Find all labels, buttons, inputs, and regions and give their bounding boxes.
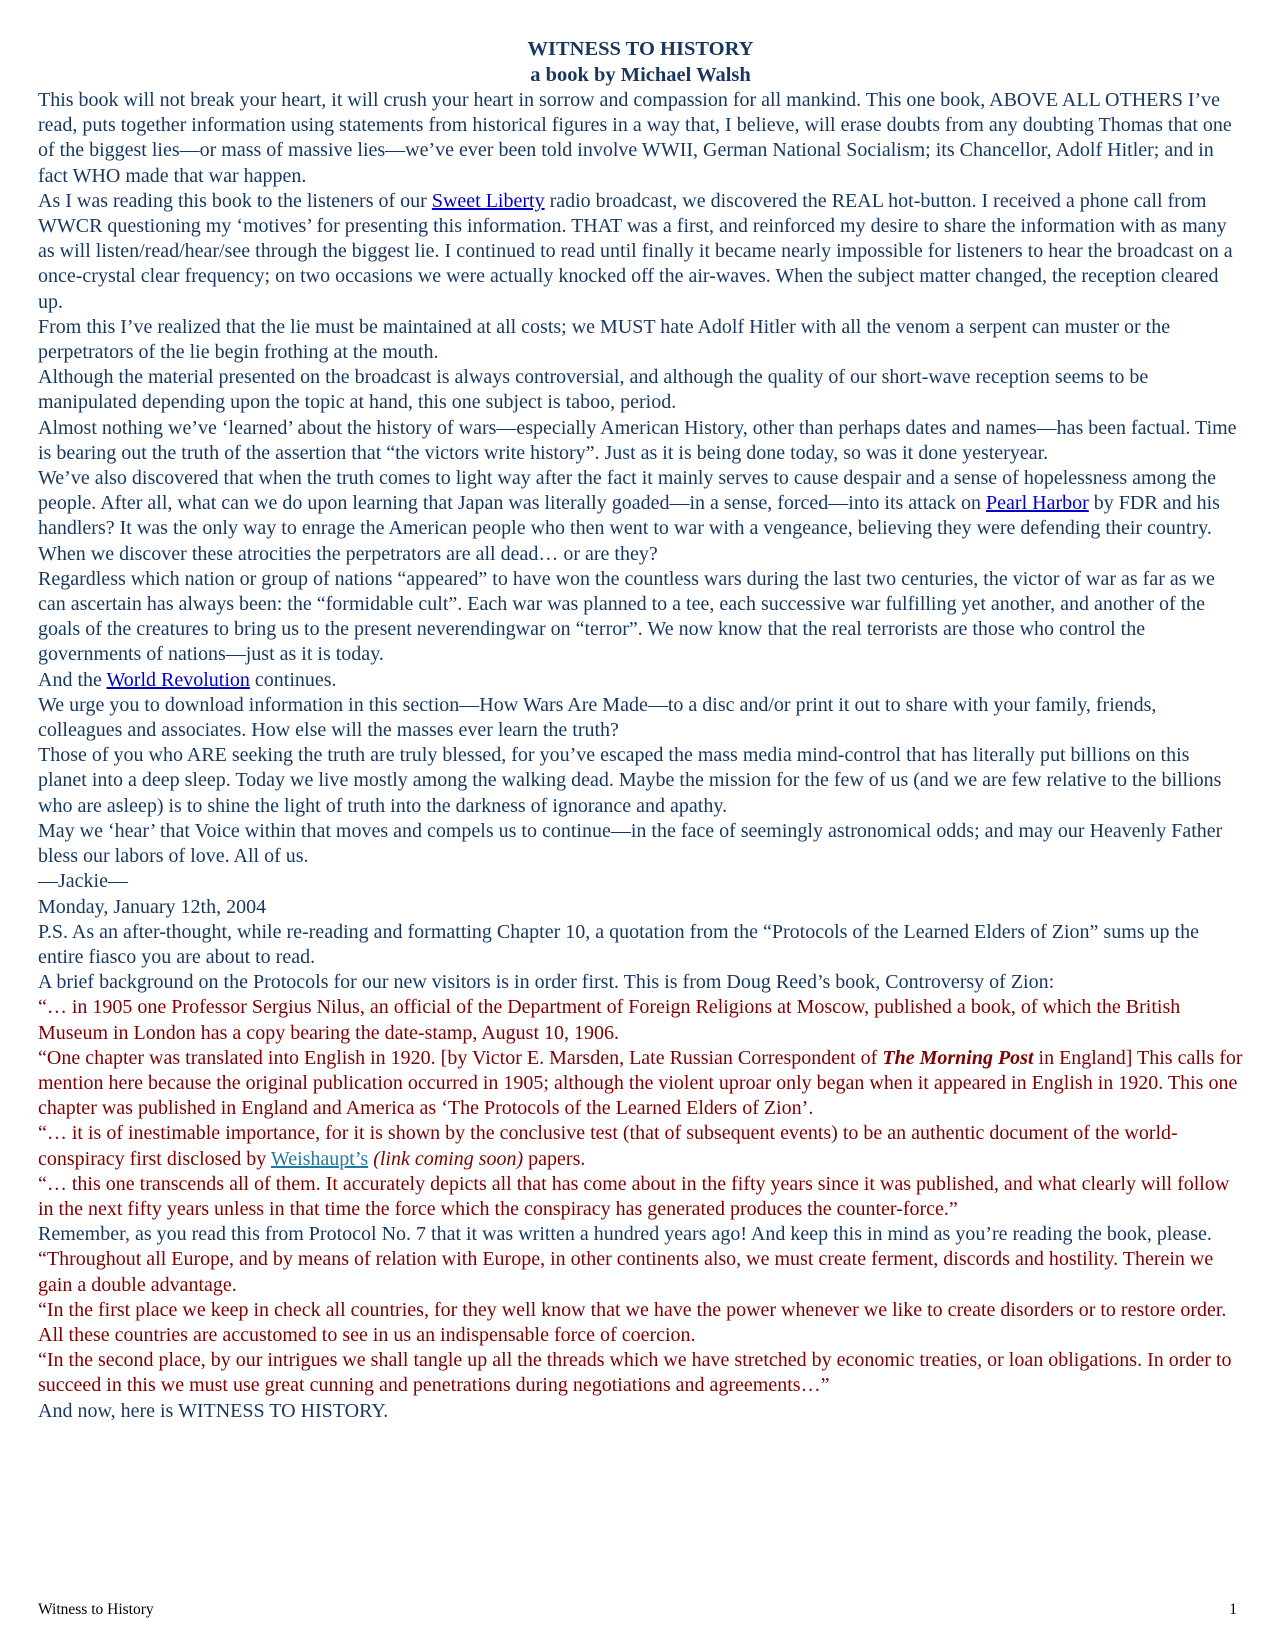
sweet-liberty-link[interactable]: Sweet Liberty bbox=[431, 189, 545, 212]
paragraph-closing: And now, here is WITNESS TO HISTORY. bbox=[38, 1399, 389, 1422]
document-subtitle: a book by Michael Walsh bbox=[530, 64, 751, 86]
text-segment: by FDR and his handlers? It was the only way to enrage the American people who then went to war with a vengeance, believing they were defending their country. When we discover these atrocities the perpetrators are all dead… or are they? bbox=[38, 492, 1220, 565]
paragraph-background: A brief background on the Protocols for our new visitors is in order first. This is from Doug Reed’s book, Controversy of Zion: bbox=[38, 971, 1055, 994]
weishaupt-link[interactable]: Weishaupt’s bbox=[270, 1147, 369, 1170]
text-segment: radio broadcast, we discovered the REAL hot-button. I received a phone call from WWCR questioning my ‘motives’ for presenting this information. THAT was a first, and reinforced my desire to share the information with as many as will listen/read/hear/see through the biggest lie. I continued to read until finally it became nearly impossible for listeners to hear the broadcast on a once-crystal clear frequency; on two occasions we were actually knocked off the air-waves. When the subject matter changed, the reception cleared up. bbox=[38, 189, 1233, 313]
text-segment: continues. bbox=[249, 668, 337, 691]
signature: —Jackie— bbox=[38, 870, 128, 893]
link-coming-soon-note: (link coming soon) bbox=[373, 1147, 524, 1170]
text-segment: As I was reading this book to the listeners of our bbox=[38, 189, 432, 212]
paragraph-broadcast bbox=[38, 189, 1243, 315]
paragraph-blessed: Those of you who ARE seeking the truth are truly blessed, for you’ve escaped the mass media mind-control that has literally put billions on this planet into a deep sleep. Today we live mostly among the walking dead. Maybe the mission for the few of us (and we are few relative to the billions who are asleep) is to shine the light of truth into the darkness of ignorance and apathy. bbox=[38, 744, 1222, 817]
quote-transcends: “… this one transcends all of them. It accurately depicts all that has come about in the fifty years since it was published, and what clearly will follow in the next fifty years unless in that time the force which the conspiracy has generated produces the counter-force.” bbox=[38, 1172, 1230, 1220]
document-title: WITNESS TO HISTORY bbox=[527, 38, 754, 60]
quote-second-place: “In the second place, by our intrigues we shall tangle up all the threads which we have stretched by economic treaties, or loan obligations. In order to succeed in this we must use great cunning and penetrations during negotiations and agreements…” bbox=[38, 1349, 1232, 1397]
page-number: 1 bbox=[1229, 1601, 1237, 1618]
document-page bbox=[38, 36, 1243, 1424]
quote-importance bbox=[38, 1121, 1243, 1171]
morning-post-title: The Morning Post bbox=[882, 1046, 1034, 1069]
text-segment: “… it is of inestimable importance, for it is shown by the conclusive test (that of subsequent events) to be an authentic document of the world-conspiracy first disclosed by bbox=[38, 1122, 1178, 1170]
text-segment: And the bbox=[38, 668, 107, 691]
paragraph-remember: Remember, as you read this from Protocol No. 7 that it was written a hundred years ago! And keep this in mind as you’re reading the book, please. bbox=[38, 1223, 1212, 1246]
quote-europe: “Throughout all Europe, and by means of relation with Europe, in other continents also, we must create ferment, discords and hostility. Therein we gain a double advantage. bbox=[38, 1248, 1214, 1296]
world-revolution-link[interactable]: World Revolution bbox=[106, 668, 250, 691]
paragraph-history: Almost nothing we’ve ‘learned’ about the history of wars—especially American History, other than perhaps dates and names—has been factual. Time is bearing out the truth of the assertion that “the victors write history”. Just as it is being done today, so was it done yesteryear. bbox=[38, 416, 1237, 464]
text-segment: “One chapter was translated into English in 1920. [by Victor E. Marsden, Late Russian Correspondent of bbox=[38, 1046, 883, 1069]
text-segment: We’ve also discovered that when the truth comes to light way after the fact it mainly serves to cause despair and a sense of hopelessness among the people. After all, what can we do upon learning that Japan was literally goaded—in a sense, forced—into its attack on bbox=[38, 467, 1217, 515]
text-segment: in England] This calls for mention here because the original publication occurred in 1905; although the violent uproar only began when it appeared in English in 1920. This one chapter was published in England and America as ‘The Protocols of the Learned Elders of Zion’. bbox=[38, 1046, 1243, 1120]
paragraph-taboo: Although the material presented on the broadcast is always controversial, and although the quality of our short-wave reception seems to be manipulated depending upon the topic at hand, this one subject is taboo, period. bbox=[38, 366, 1149, 414]
paragraph-lie: From this I’ve realized that the lie must be maintained at all costs; we MUST hate Adolf Hitler with all the venom a serpent can muster or the perpetrators of the lie begin frothing at the mouth. bbox=[38, 315, 1171, 364]
quote-nilus: “… in 1905 one Professor Sergius Nilus, an official of the Department of Foreign Religions at Moscow, published a book, of which the British Museum in London has a copy bearing the date-stamp, August 10, 1906. bbox=[38, 996, 1181, 1044]
quote-first-place: “In the first place we keep in check all countries, for they well know that we have the power whenever we like to create disorders or to restore order. All these countries are accustomed to see in us an indispensable force of coercion. bbox=[38, 1298, 1227, 1346]
date: Monday, January 12th, 2004 bbox=[38, 895, 267, 918]
pearl-harbor-link[interactable]: Pearl Harbor bbox=[986, 492, 1089, 515]
paragraph-download: We urge you to download information in this section—How Wars Are Made—to a disc and/or print it out to share with your family, friends, colleagues and associates. How else will the masses ever learn the truth? bbox=[38, 693, 1157, 742]
text-segment: papers. bbox=[523, 1147, 586, 1170]
paragraph-pearl-harbor bbox=[38, 466, 1243, 567]
footer-title: Witness to History bbox=[38, 1601, 154, 1618]
paragraph-cult: Regardless which nation or group of nations “appeared” to have won the countless wars during the last two centuries, the victor of war as far as we can ascertain has always been: the “formidable cult”. Each war was planned to a tee, each successive war fulfilling yet another, and another of the goals of the creatures to bring us to the present neverendingwar on “terror”. We now know that the real terrorists are those who control the governments of nations—just as it is today. bbox=[38, 567, 1215, 666]
paragraph-ps: P.S. As an after-thought, while re-reading and formatting Chapter 10, a quotation from the “Protocols of the Learned Elders of Zion” sums up the entire fiasco you are about to read. bbox=[38, 920, 1199, 968]
paragraph-intro: This book will not break your heart, it will crush your heart in sorrow and compassion for all mankind. This one book, ABOVE ALL OTHERS I’ve read, puts together information using statements from historical figures in a way that, I believe, will erase doubts from any doubting Thomas that one of the biggest lies—or mass of massive lies—we’ve ever been told involve WWII, German National Socialism; its Chancellor, Adolf Hitler; and in fact WHO made that war happen. bbox=[38, 89, 1232, 187]
paragraph-world-revolution bbox=[38, 668, 1243, 693]
paragraph-voice: May we ‘hear’ that Voice within that moves and compels us to continue—in the face of seemingly astronomical odds; and may our Heavenly Father bless our labors of love. All of us. bbox=[38, 819, 1223, 868]
quote-translation bbox=[38, 1046, 1243, 1122]
